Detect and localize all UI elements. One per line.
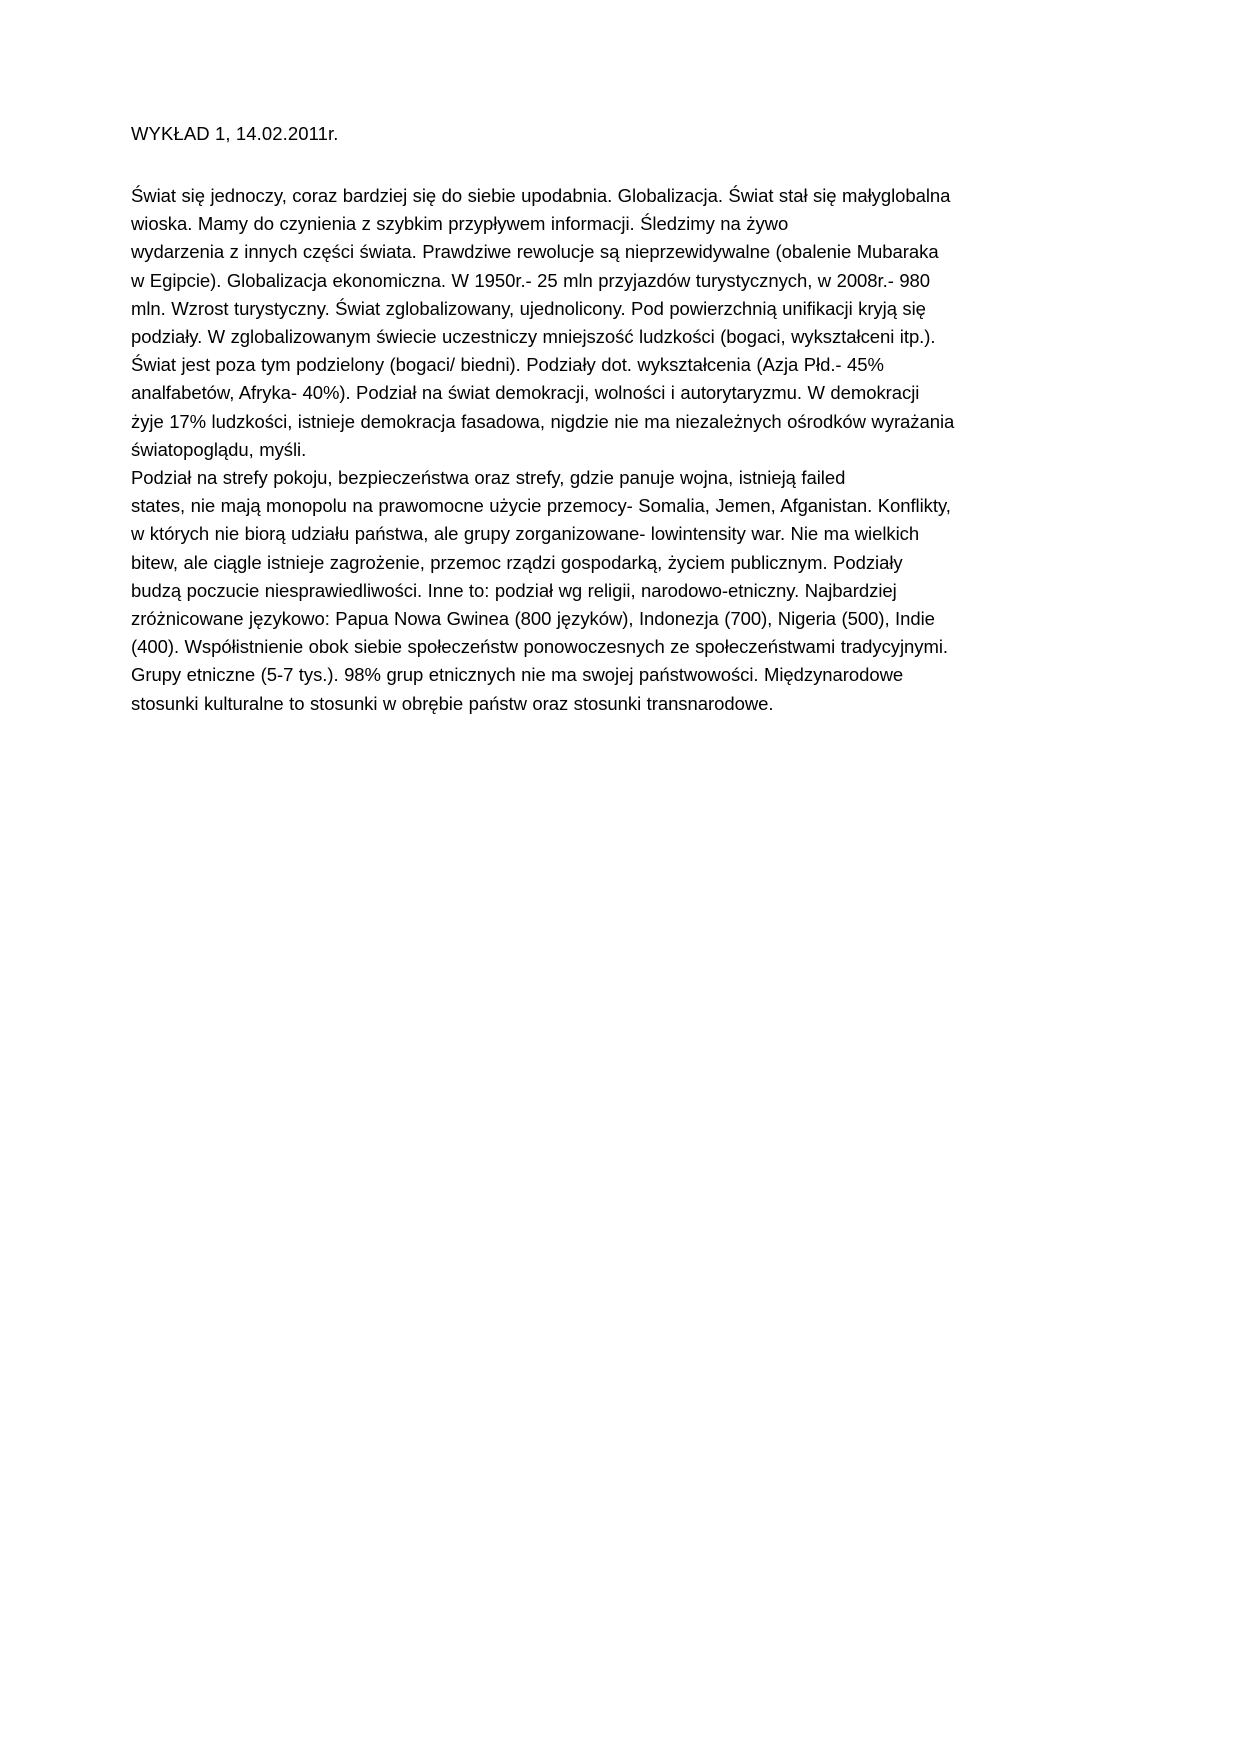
text-line: Podział na strefy pokoju, bezpieczeństwa oraz strefy, gdzie panuje wojna, istnieją failed — [131, 467, 846, 489]
text-line: budzą poczucie niesprawiedliwości. Inne to: podział wg religii, narodowo-etniczny. Najbardziej — [131, 579, 897, 601]
text-line: Grupy etniczne (5-7 tys.). 98% grup etnicznych nie ma swojej państwowości. Międzynarodowe — [131, 664, 904, 686]
text-line: stosunki kulturalne to stosunki w obrębie państw oraz stosunki transnarodowe. — [131, 692, 774, 714]
text-line: analfabetów, Afryka- 40%). Podział na świat demokracji, wolności i autorytaryzmu. W demokracji — [131, 382, 920, 404]
text-line: w których nie biorą udziału państwa, ale grupy zorganizowane- lowintensity war. Nie ma wielkich — [131, 523, 920, 545]
page-title: WYKŁAD 1, 14.02.2011r. — [131, 123, 339, 144]
paragraph-2 — [131, 464, 1091, 718]
text-line: states, nie mają monopolu na prawomocne użycie przemocy- Somalia, Jemen, Afganistan. Konflikty, — [131, 495, 951, 517]
paragraph-1 — [131, 182, 1091, 464]
text-line: w Egipcie). Globalizacja ekonomiczna. W 1950r.- 25 mln przyjazdów turystycznych, w 2008r.- 980 — [131, 269, 931, 291]
text-line: zróżnicowane językowo: Papua Nowa Gwinea (800 języków), Indonezja (700), Nigeria (500), Indie — [131, 608, 935, 630]
text-line: bitew, ale ciągle istnieje zagrożenie, przemoc rządzi gospodarką, życiem publicznym. Podziały — [131, 551, 903, 573]
text-line: podziały. W zglobalizowanym świecie uczestniczy mniejszość ludzkości (bogaci, wykształceni itp.). — [131, 326, 936, 348]
text-line: wioska. Mamy do czynienia z szybkim przypływem informacji. Śledzimy na żywo — [131, 213, 789, 235]
text-line: żyje 17% ludzkości, istnieje demokracja fasadowa, nigdzie nie ma niezależnych ośrodków wyrażania — [131, 410, 955, 432]
text-line: (400). Współistnienie obok siebie społeczeństw ponowoczesnych ze społeczeństwami tradycyjnymi. — [131, 636, 948, 658]
text-line: Świat się jednoczy, coraz bardziej się do siebie upodabnia. Globalizacja. Świat stał się małyglobalna — [131, 185, 951, 206]
document-body — [131, 120, 1091, 718]
text-line: światopoglądu, myśli. — [131, 438, 307, 460]
text-line: mln. Wzrost turystyczny. Świat zglobalizowany, ujednolicony. Pod powierzchnią unifikacji kryją się — [131, 297, 926, 319]
text-line: wydarzenia z innych części świata. Prawdziwe rewolucje są nieprzewidywalne (obalenie Mubaraka — [131, 241, 939, 263]
text-line: Świat jest poza tym podzielony (bogaci/ biedni). Podziały dot. wykształcenia (Azja Płd.- 45% — [131, 354, 884, 376]
